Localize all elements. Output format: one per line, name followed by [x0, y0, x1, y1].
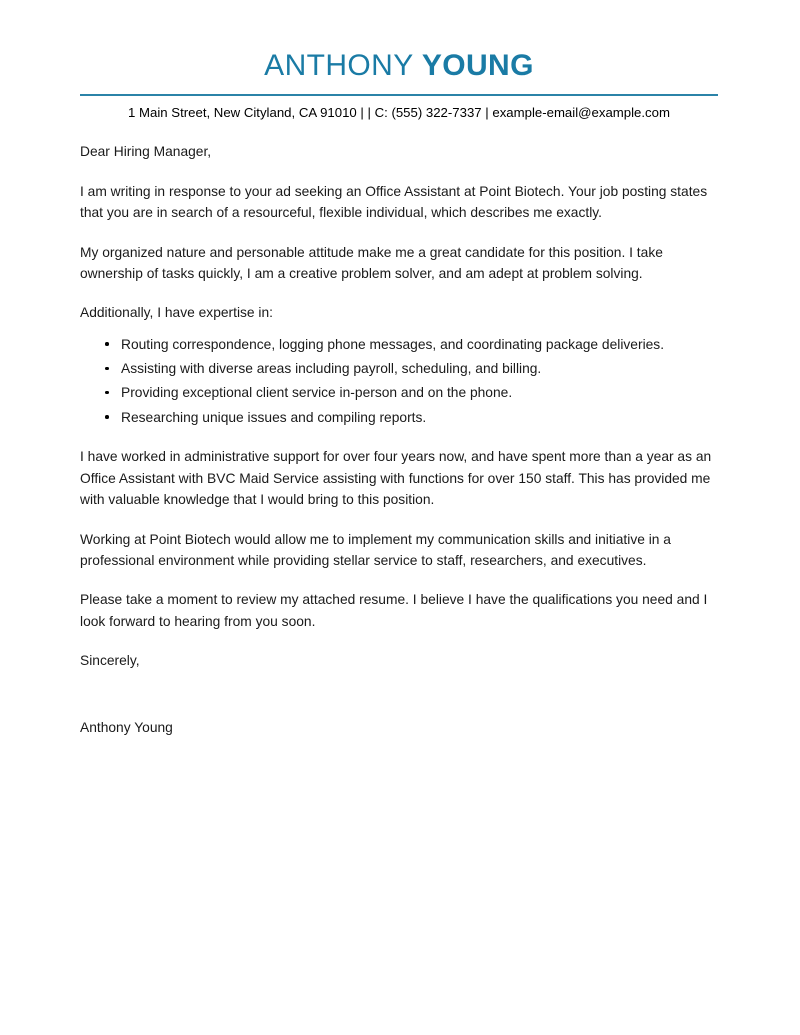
letterhead: [80, 0, 718, 122]
applicant-last-name: YOUNG: [421, 49, 534, 82]
signature-name: Anthony Young: [80, 720, 173, 736]
qualifications-list: [80, 334, 718, 429]
applicant-name: [80, 49, 718, 82]
paragraph-2: My organized nature and personable attitude make me a great candidate for this position. I take ownership of tasks quickly, I am a creative problem solver, and am adept at problem solving.: [80, 244, 663, 281]
letter-content: [80, 0, 718, 739]
list-item: [105, 407, 718, 429]
list-item-label: Assisting with diverse areas including payroll, scheduling, and billing.: [121, 361, 542, 377]
list-item-label: Providing exceptional client service in-person and on the phone.: [121, 385, 513, 401]
paragraph-4: Working at Point Biotech would allow me to implement my communication skills and initiative in a professional environment while providing stellar service to staff, researchers, and executives.: [80, 531, 671, 568]
list-item: [105, 334, 718, 356]
list-item: [105, 382, 718, 404]
list-intro: Additionally, I have expertise in:: [80, 305, 274, 321]
bullet-icon: [105, 415, 109, 419]
paragraph-5: Please take a moment to review my attached resume. I believe I have the qualifications you need and I look forward to hearing from you soon.: [80, 592, 708, 629]
salutation: Dear Hiring Manager,: [80, 144, 212, 160]
bullet-icon: [105, 367, 109, 371]
letter-body: [80, 141, 718, 738]
list-item-label: Researching unique issues and compiling reports.: [121, 409, 427, 425]
header-divider: [80, 94, 718, 96]
bullet-icon: [105, 391, 109, 395]
list-item: [105, 358, 718, 380]
list-item-label: Routing correspondence, logging phone messages, and coordinating package deliveries.: [121, 336, 665, 352]
contact-info: 1 Main Street, New Cityland, CA 91010 | | C: (555) 322-7337 | example-email@example.com: [128, 105, 670, 120]
bullet-icon: [105, 342, 109, 346]
closing: Sincerely,: [80, 653, 140, 669]
paragraph-1: I am writing in response to your ad seeking an Office Assistant at Point Biotech. Your job posting states that you are in search of a resourceful, flexible individual, which describes me exactly.: [80, 183, 708, 221]
paragraph-3: I have worked in administrative support for over four years now, and have spent more than a year as an Office Assistant with BVC Maid Service assisting with functions for over 150 staff. This has provided me with valuable knowledge that I would bring to this position.: [80, 449, 712, 508]
applicant-first-name: ANTHONY: [264, 49, 422, 82]
